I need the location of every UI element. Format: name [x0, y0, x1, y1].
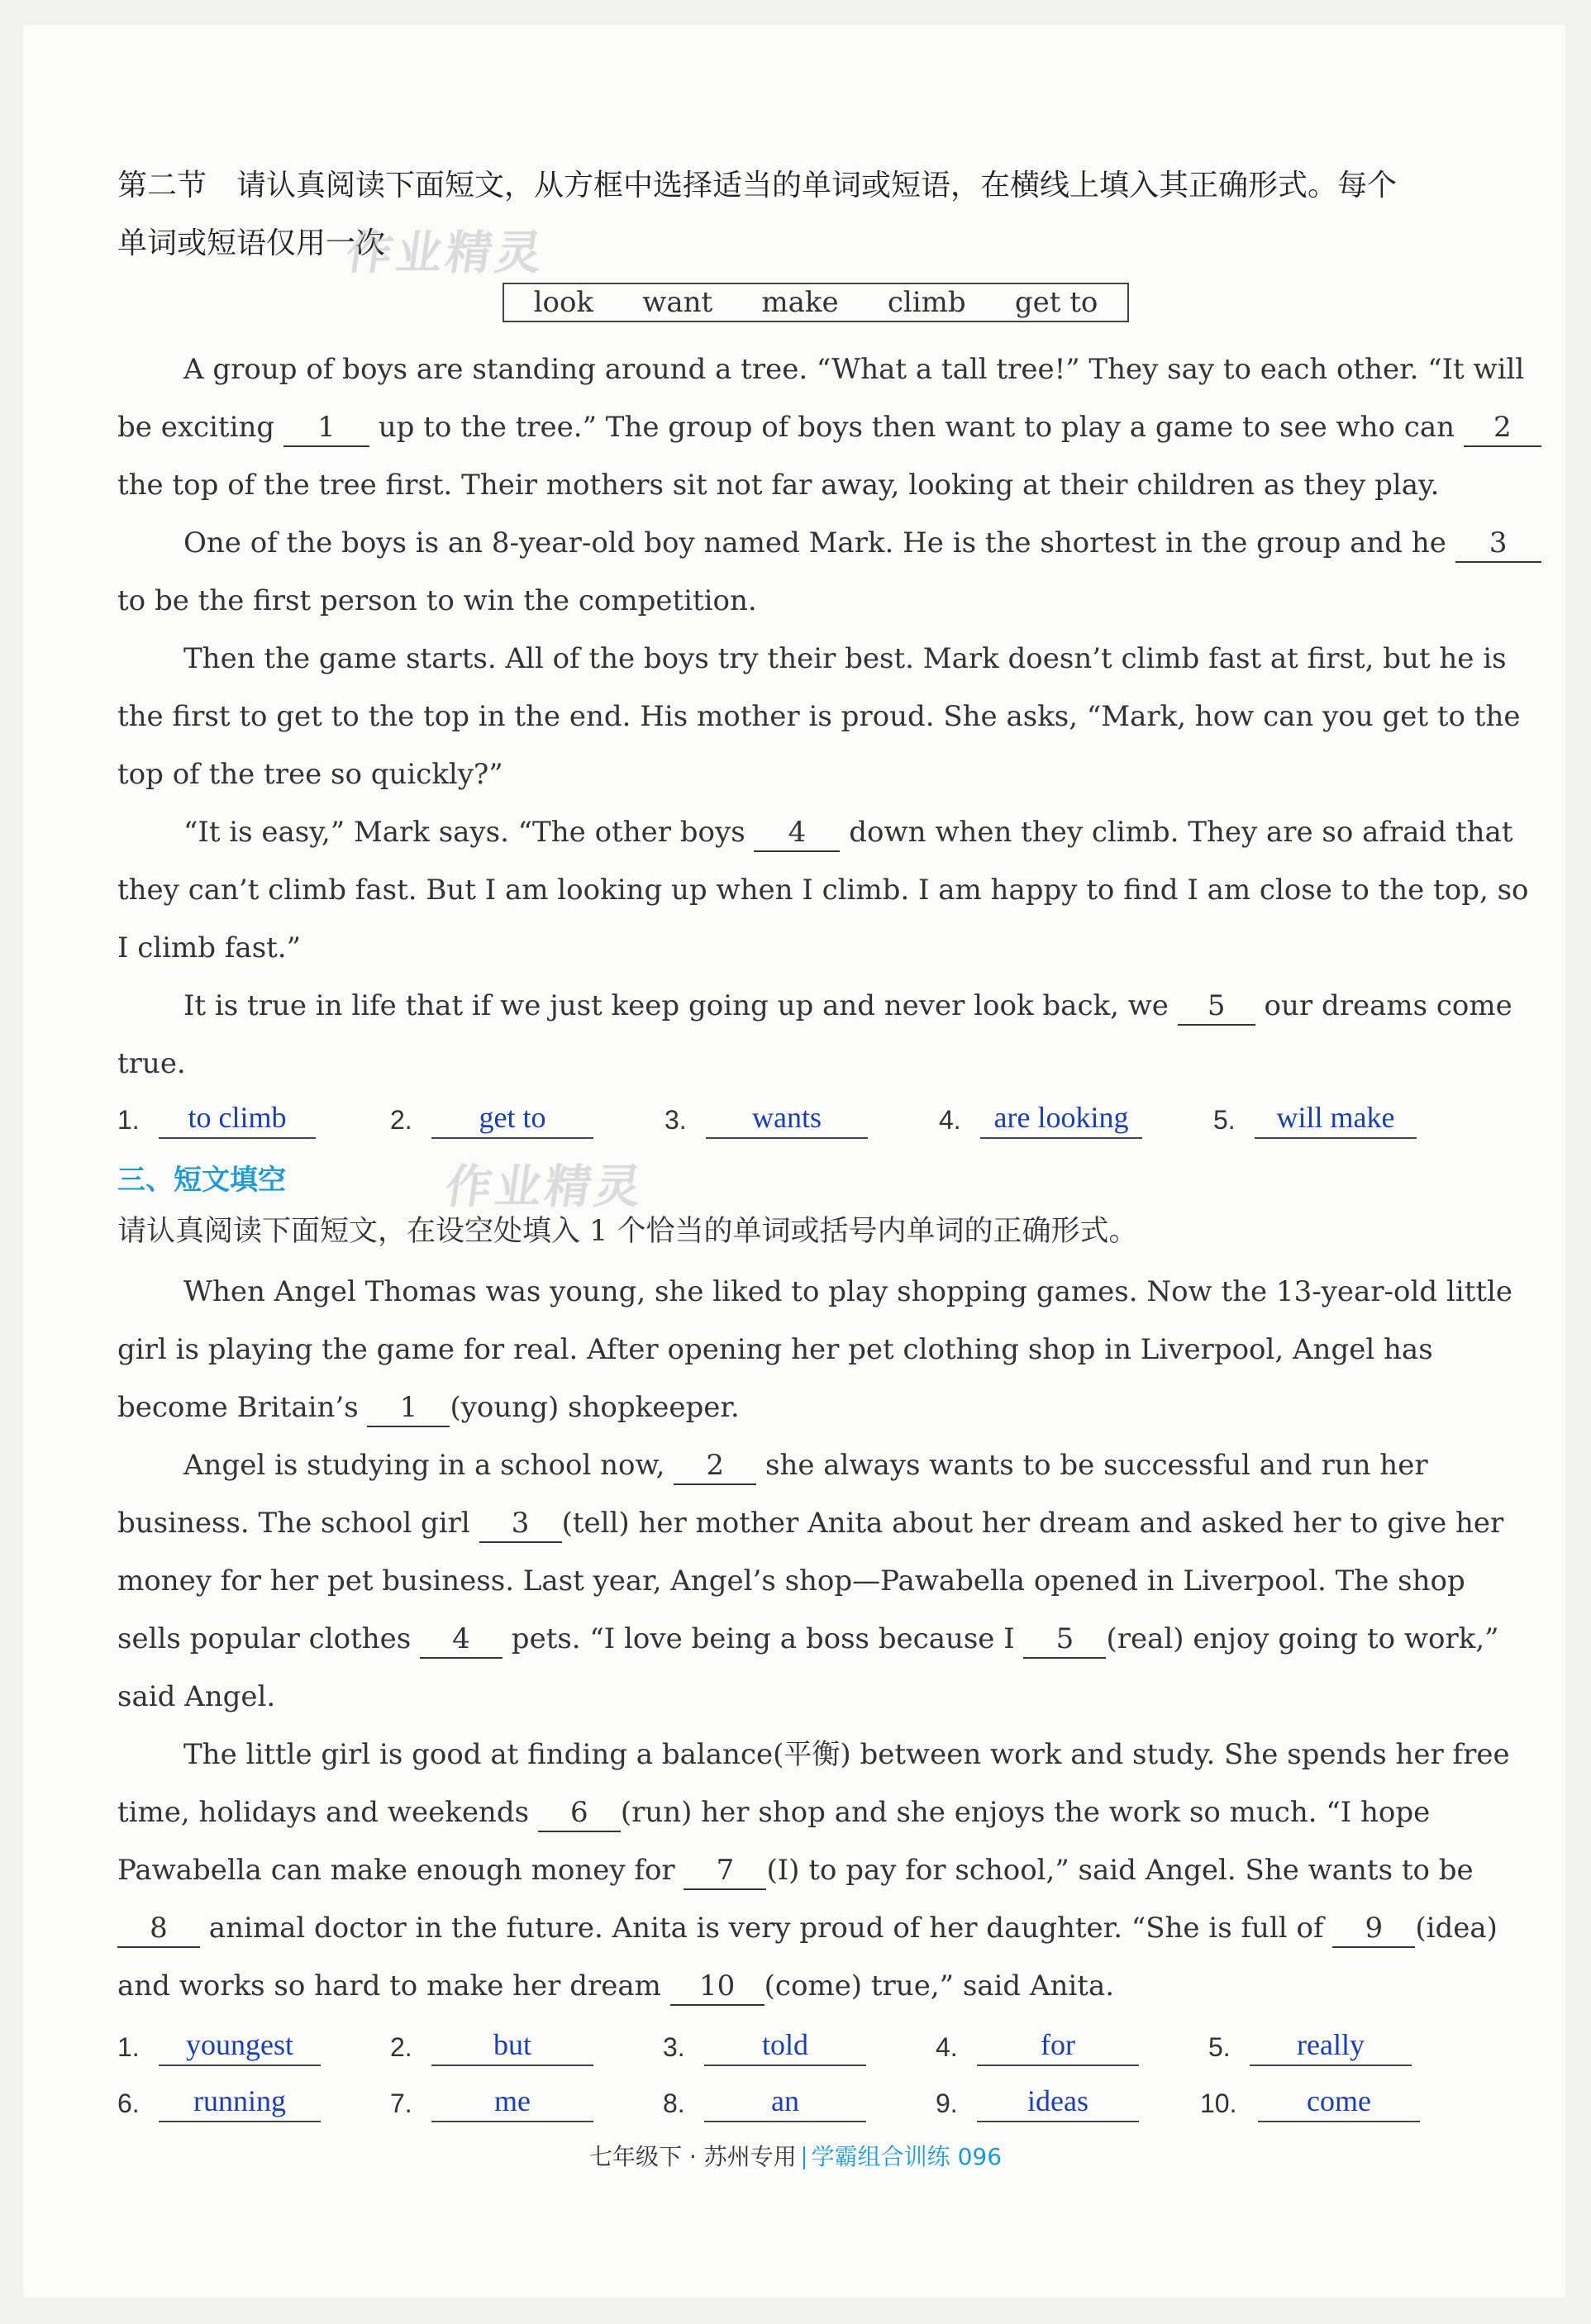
passage-line: Pawabella can make enough money for 7 (I) to pay for school,” said Angel. She wants to be: [117, 1841, 1514, 1899]
watermark: 作业精灵: [342, 226, 549, 280]
page-footer: [0, 2139, 1591, 2172]
passage-line: to be the first person to win the competition.: [117, 584, 757, 617]
word-option: look: [533, 286, 594, 319]
passage-line: top of the tree so quickly?”: [117, 758, 503, 791]
answer-text: will make: [1255, 1098, 1417, 1139]
page-number: 096: [957, 2143, 1003, 2170]
answer-text: get to: [431, 1098, 593, 1139]
answer-text: me: [431, 2081, 593, 2122]
passage-line: they can’t climb fast. But I am looking up when I climb. I am happy to find I am close to the top, so: [117, 874, 1529, 907]
passage-line: become Britain’s 1 (young) shopkeeper.: [117, 1379, 1514, 1436]
passage-line: It is true in life that if we just keep going up and never look back, we 5 our dreams come: [117, 977, 1580, 1035]
blank-2: 2: [674, 1447, 756, 1485]
passage-line: 8 animal doctor in the future. Anita is very proud of her daughter. “She is full of 9 (idea): [117, 1899, 1514, 1957]
section3-heading: 三、短文填空: [117, 1164, 286, 1197]
answer-text: come: [1258, 2081, 1420, 2122]
word-box: [503, 283, 1129, 322]
passage-line: “It is easy,” Mark says. “The other boys 4 down when they climb. They are so afraid that: [117, 803, 1580, 861]
passage-line: The little girl is good at finding a balance(平衡) between work and study. She spends her free: [183, 1738, 1510, 1771]
answer-text: running: [159, 2081, 321, 2122]
blank-3: 3: [1455, 525, 1541, 563]
passage-line: Angel is studying in a school now, 2 she always wants to be successful and run her: [117, 1436, 1580, 1494]
section2-title-line1: 第二节 请认真阅读下面短文，从方框中选择适当的单词或短语，在横线上填入其正确形式。每个: [117, 169, 1398, 202]
answer-text: youngest: [159, 2025, 321, 2066]
passage-line: Then the game starts. All of the boys try their best. Mark doesn’t climb fast at first, but he is: [183, 642, 1507, 675]
blank-6: 6: [538, 1794, 621, 1832]
passage-line: said Angel.: [117, 1680, 276, 1713]
word-option: climb: [887, 286, 966, 319]
passage-line: One of the boys is an 8-year-old boy named Mark. He is the shortest in the group and he 3: [117, 514, 1580, 572]
answer-text: wants: [706, 1098, 868, 1139]
blank-10: 10: [670, 1968, 765, 2006]
section3-answers-row1: 1. youngest 2. but 3. told 4. for 5. really: [117, 2017, 1522, 2066]
passage-line: sells popular clothes 4 pets. “I love being a boss because I 5 (real) enjoy going to work,”: [117, 1610, 1514, 1668]
blank-7: 7: [684, 1852, 766, 1890]
blank-5: 5: [1023, 1621, 1106, 1659]
passage-line: girl is playing the game for real. After opening her pet clothing shop in Liverpool, Angel has: [117, 1333, 1433, 1366]
blank-1: 1: [367, 1389, 450, 1427]
blank-5: 5: [1178, 988, 1255, 1026]
answer-text: for: [977, 2025, 1139, 2066]
blank-8: 8: [117, 1910, 200, 1948]
blank-2: 2: [1464, 409, 1541, 447]
word-option: make: [761, 286, 839, 319]
answer-text: really: [1250, 2025, 1412, 2066]
blank-4: 4: [754, 814, 840, 852]
passage-line: the first to get to the top in the end. His mother is proud. She asks, “Mark, how can you get to the: [117, 700, 1521, 733]
section2-title: [117, 157, 1522, 273]
section3-instruction: 请认真阅读下面短文，在设空处填入 1 个恰当的单词或括号内单词的正确形式。: [117, 1215, 1138, 1248]
answer-text: but: [431, 2025, 593, 2066]
passage-line: money for her pet business. Last year, Angel’s shop—Pawabella opened in Liverpool. The shop: [117, 1564, 1465, 1598]
blank-4: 4: [420, 1621, 503, 1659]
passage-line: and works so hard to make her dream 10 (come) true,” said Anita.: [117, 1957, 1514, 2015]
section2-answers: 1. to climb 2. get to 3. wants 4. are looking 5. will make: [117, 1089, 1522, 1139]
passage-line: business. The school girl 3 (tell) her mother Anita about her dream and asked her to give her: [117, 1494, 1514, 1552]
passage-line: the top of the tree first. Their mothers sit not far away, looking at their children as they play.: [117, 469, 1440, 502]
passage-line: time, holidays and weekends 6 (run) her shop and she enjoys the work so much. “I hope: [117, 1783, 1514, 1841]
section3-answers-row2: 6. running 7. me 8. an 9. ideas 10. come: [117, 2073, 1522, 2122]
blank-3: 3: [479, 1505, 562, 1543]
answer-text: ideas: [977, 2081, 1139, 2122]
answer-text: an: [704, 2081, 866, 2122]
passage-line: I climb fast.”: [117, 931, 301, 964]
passage-line: true.: [117, 1047, 186, 1080]
word-option: want: [642, 286, 713, 319]
footer-divider: [803, 2146, 805, 2169]
section2-title-line2: 单词或短语仅用一次: [117, 226, 386, 260]
passage-line: be exciting 1 up to the tree.” The group of boys then want to play a game to see who can 2: [117, 398, 1514, 456]
footer-brand: 学霸组合训练: [811, 2143, 950, 2170]
blank-9: 9: [1332, 1910, 1415, 1948]
footer-grade: 七年级下 · 苏州专用: [588, 2143, 797, 2170]
answer-text: to climb: [159, 1098, 316, 1139]
passage-line: When Angel Thomas was young, she liked to play shopping games. Now the 13-year-old little: [183, 1275, 1513, 1308]
answer-text: are looking: [980, 1098, 1142, 1139]
answer-text: told: [704, 2025, 866, 2066]
passage-line: A group of boys are standing around a tree. “What a tall tree!” They say to each other. “It will: [183, 353, 1525, 386]
word-option: get to: [1014, 286, 1098, 319]
blank-1: 1: [283, 409, 369, 447]
watermark: 作业精灵: [441, 1160, 648, 1214]
